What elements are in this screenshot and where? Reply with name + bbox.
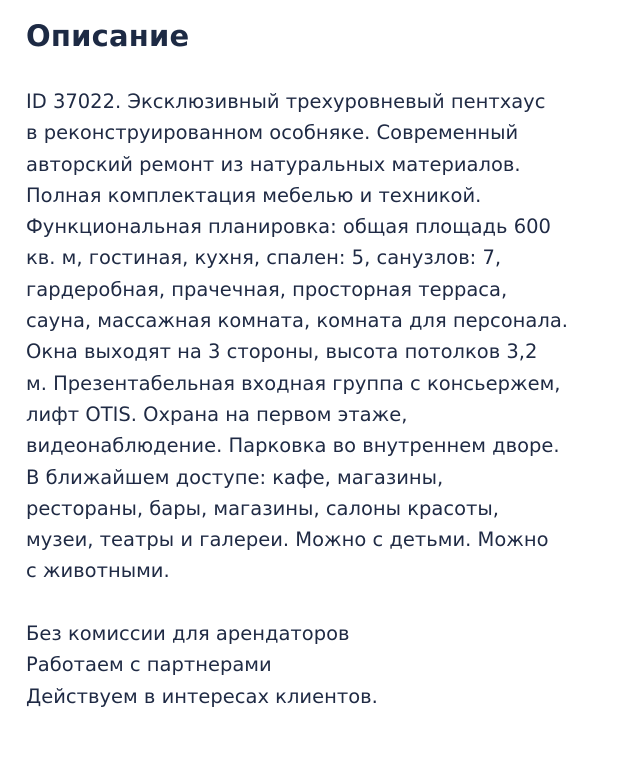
description-line: в реконструированном особняке. Современный [26,121,519,145]
description-line: В ближайшем доступе: кафе, магазины, [26,465,444,489]
description-line: Окна выходят на 3 стороны, высота потолков 3,2 [26,340,538,364]
commission-note: Без комиссии для арендаторов [26,622,350,646]
description-section [26,14,626,712]
description-line: кв. м, гостиная, кухня, спален: 5, санузлов: 7, [26,246,502,270]
description-line: лифт OTIS. Охрана на первом этаже, [26,402,408,426]
description-line: Полная комплектация мебелью и техникой. [26,183,482,207]
partners-note: Работаем с партнерами [26,653,272,677]
description-text [26,86,626,712]
description-line: рестораны, бары, магазины, салоны красоты, [26,496,499,520]
description-line: Функциональная планировка: общая площадь 600 [26,215,551,239]
description-line: видеонаблюдение. Парковка во внутреннем дворе. [26,434,560,458]
description-line: ID 37022. Эксклюзивный трехуровневый пентхаус [26,90,546,113]
description-line: с животными. [26,559,170,583]
section-title: Описание [26,19,190,53]
description-line: авторский ремонт из натуральных материалов. [26,152,521,176]
description-line: музеи, театры и галереи. Можно с детьми. Можно [26,528,549,552]
description-line: гардеробная, прачечная, просторная терраса, [26,277,508,301]
description-line: м. Презентабельная входная группа с консьержем, [26,371,561,395]
description-line: сауна, массажная комната, комната для персонала. [26,309,568,333]
paragraph-gap [26,587,626,618]
clients-note: Действуем в интересах клиентов. [26,684,378,708]
